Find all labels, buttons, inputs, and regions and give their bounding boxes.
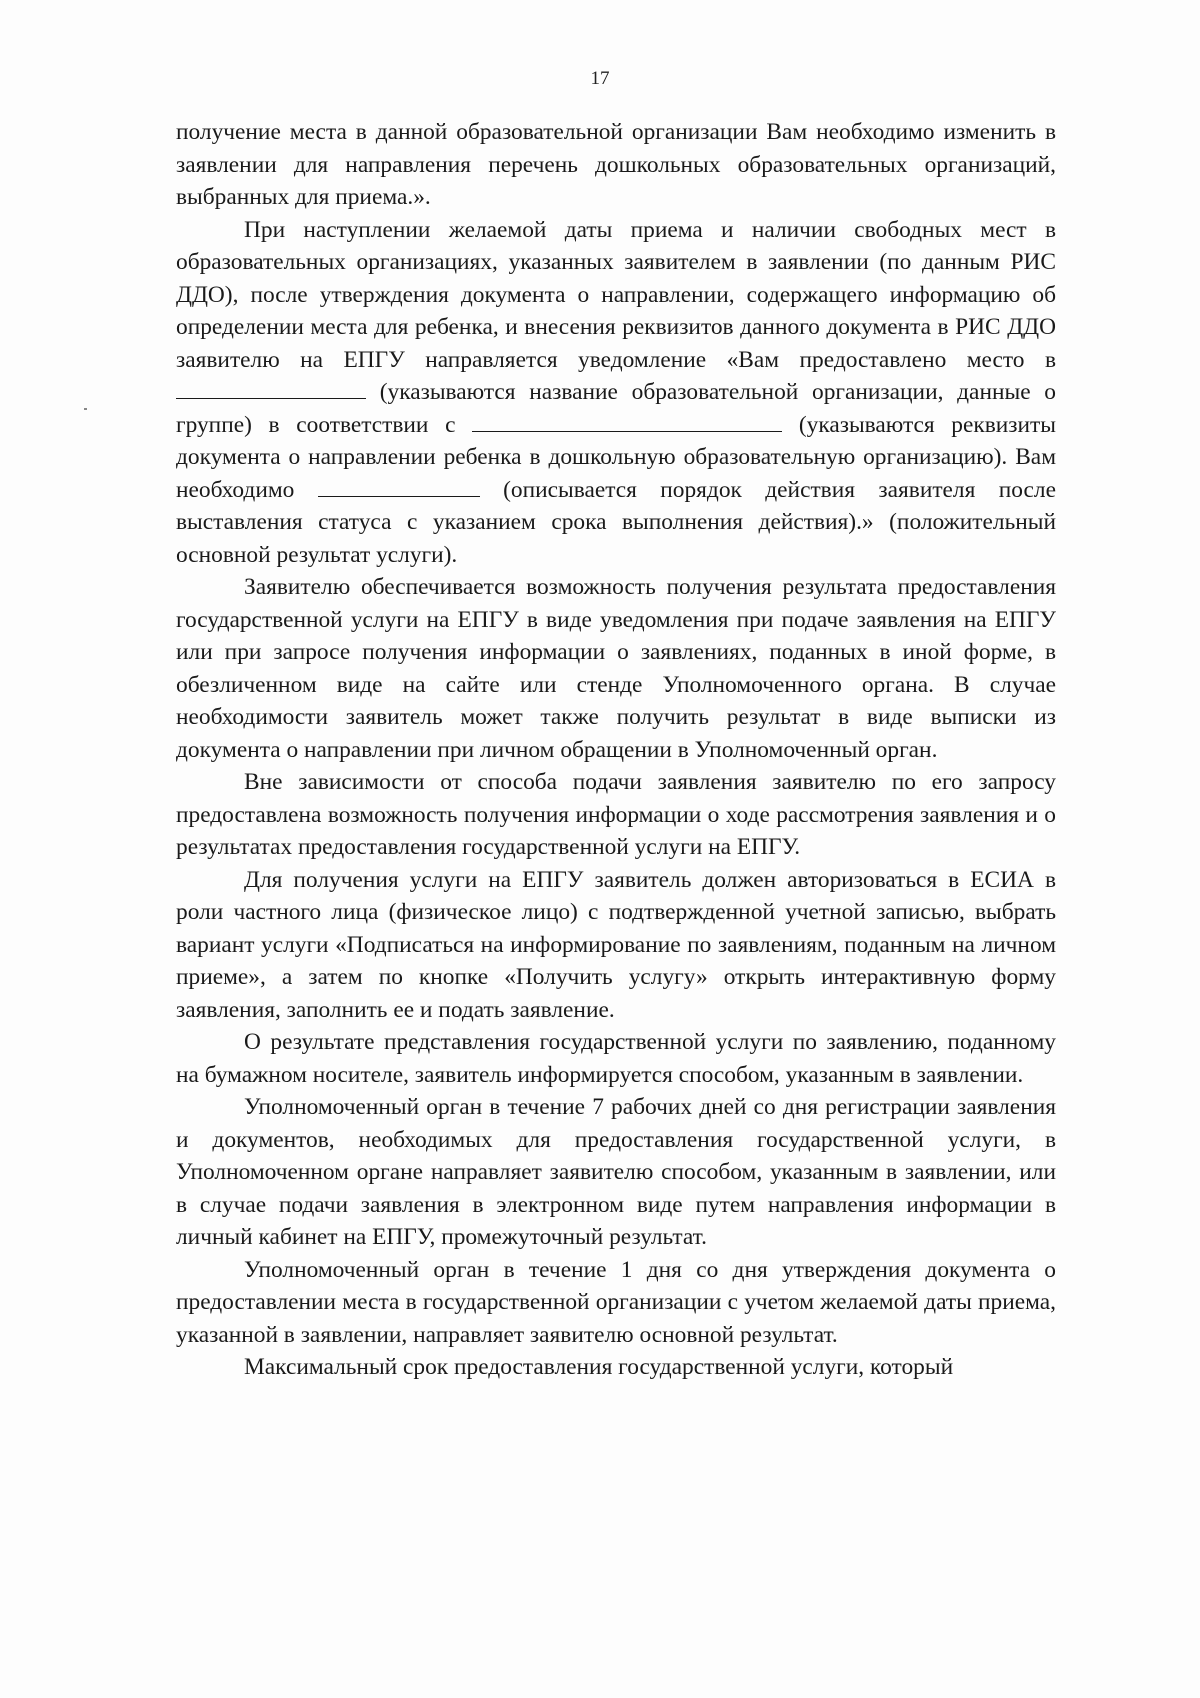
blank-line-organization [176,376,366,399]
page-number: 17 [590,68,610,89]
paragraph-4: Вне зависимости от способа подачи заявления заявителю по его запросу предоставлена возможность получения информации о ходе рассмотрения заявления и о результатах предоставления государственной услуги на ЕПГУ. [176,769,1056,860]
document-body [176,116,1056,1672]
paragraph-2-text-b: (указываются название образовательной организации, данные о группе) в соответствии с [176,379,1056,438]
paragraph-7: Уполномоченный орган в течение 7 рабочих дней со дня регистрации заявления и документов, необходимых для предоставления государственной услуги, в Уполномоченном органе направляет заявителю способом, указанным в заявлении, или в случае подачи заявления в электронном виде путем направления информации в личный кабинет на ЕПГУ, промежуточный результат. [176,1094,1056,1250]
paragraph-2 [176,214,1056,572]
paragraph-8: Уполномоченный орган в течение 1 дня со дня утверждения документа о предоставлении места в государственной организации с учетом желаемой даты приема, указанной в заявлении, направляет заявителю основной результат. [176,1256,1056,1348]
paragraph-5: Для получения услуги на ЕПГУ заявитель должен авторизоваться в ЕСИА в роли частного лица (физическое лицо) с подтвержденной учетной записью, выбрать вариант услуги «Подписаться на информирование по заявлениям, поданным на личном приеме», а затем по кнопке «Получить услугу» открыть интерактивную форму заявления, заполнить ее и подать заявление. [176,866,1056,1023]
paragraph-9: Максимальный срок предоставления государственной услуги, который [244,1354,954,1380]
blank-line-action [318,474,480,497]
paragraph-6: О результате представления государственной услуги по заявлению, поданному на бумажном носителе, заявитель информируется способом, указанным в заявлении. [176,1029,1056,1088]
scan-speck [84,408,87,410]
paragraph-1: получение места в данной образовательной организации Вам необходимо изменить в заявлении для направления перечень дошкольных образовательных организаций, выбранных для приема.». [176,119,1056,210]
paragraph-3: Заявителю обеспечивается возможность получения результата предоставления государственной услуги на ЕПГУ в виде уведомления при подаче заявления на ЕПГУ или при запросе получения информации о заявлениях, поданных в иной форме, в обезличенном виде на сайте или стенде Уполномоченного органа. В случае необходимости заявитель может также получить результат в виде выписки из документа о направлении при личном обращении в Уполномоченный орган. [176,574,1056,763]
paragraph-2-text-d: (описывается порядок действия заявителя после выставления статуса с указанием срока выполнения действия).» (положительный основной результат услуги). [176,476,1056,568]
blank-line-document-details [472,409,782,432]
paragraph-2-text-c: (указываются реквизиты документа о направлении ребенка в дошкольную образовательную организацию). Вам необходимо [176,411,1056,503]
paragraph-2-text-a: При наступлении желаемой даты приема и наличии свободных мест в образовательных организациях, указанных заявителем в заявлении (по данным РИС ДДО), после утверждения документа о направлении, содержащего информацию об определении места для ребенка, и внесения реквизитов данного документа в РИС ДДО заявителю на ЕПГУ направляется уведомление «Вам предоставлено место в [176,216,1056,373]
